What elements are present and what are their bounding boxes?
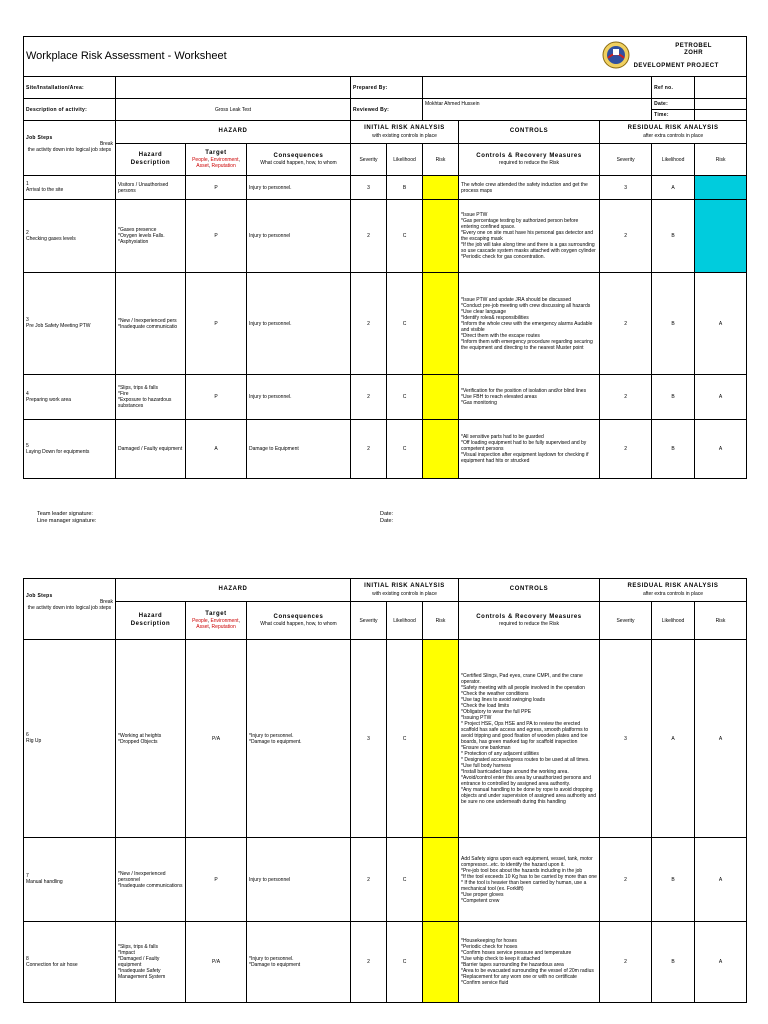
residual-risk-col-header-2: Risk xyxy=(695,602,747,640)
target-cell: P xyxy=(186,273,247,375)
residual-severity-cell: 2 xyxy=(600,922,652,1003)
company-logo-area xyxy=(600,37,747,77)
company-subname: ZOHR xyxy=(684,50,704,57)
line-manager-signature: Line manager signature: xyxy=(37,518,97,524)
severity-cell: 2 xyxy=(351,838,387,922)
controls-cell: *Housekeeping for hoses *Periodic check for hoses *Confirm hoses service pressure and temperature *Use whip check to keep it attached *Barrier tapes surrounding the hazardous area *Area to be evacuated surrounding the vessel of 20m radius *Replacement for any worn one or with no certificate *Confirm service fluid xyxy=(459,922,600,1003)
residual-severity-cell: 3 xyxy=(600,176,652,200)
residual-severity-cell: 2 xyxy=(600,273,652,375)
controls-cell: *Issue PTW *Gas percentage testing by authorized person before entering confined space. *Every one on site must have his personal gas detector and the escaping mask *If the job will take along time and there is a gas surrounding so use cascade system masks attached with oxygen cylinder *Periodic check for gas concentration. xyxy=(459,200,600,273)
residual-risk-col-header: Risk xyxy=(695,144,747,176)
residual-likelihood-header: Likelihood xyxy=(652,144,695,176)
hazard-description-cell: *New / Inexperienced personnel *Inadequate communications xyxy=(116,838,186,922)
step-label: Arrival to the site xyxy=(26,187,64,194)
step-label: Preparing work area xyxy=(26,396,72,403)
ref-value xyxy=(695,77,747,99)
step-label: Rig Up xyxy=(26,738,42,745)
residual-likelihood-cell: A xyxy=(652,176,695,200)
residual-risk-cell: A xyxy=(695,838,747,922)
step-number: 1 xyxy=(26,181,29,188)
table-row xyxy=(24,375,747,420)
hazard-description-cell: *New / Inexperienced pers *Inadequate communicatio xyxy=(116,273,186,375)
hazard-description-cell: *Gases presence *Oxygen levels Falls. *Asphyxiation xyxy=(116,200,186,273)
target-cell: P xyxy=(186,176,247,200)
controls-group-header-2: CONTROLS xyxy=(459,579,600,602)
likelihood-cell: C xyxy=(387,200,423,273)
controls-cell: *Issue PTW and update JRA should be discussed *Conduct pre-job meeting with crew discussing all hazards *Use clear language *Identify roles& responsibilities *Inform the whole crew with the emergency alarms Audable and visible *Direct them with the escape routes *Inform them with emergency procedure regarding securing the equipment and directing to the nearest Muster point xyxy=(459,273,600,375)
controls-cell: The whole crew attended the safety induction and get the process maps xyxy=(459,176,600,200)
severity-cell: 2 xyxy=(351,922,387,1003)
likelihood-header-2: Likelihood xyxy=(387,602,423,640)
hazard-description-cell: Visitors / Unauthorised persons xyxy=(116,176,186,200)
controls-cell: *Verification for the position of isolation and/or blind lines *Use FBH to reach elevated areas *Gas monitoring xyxy=(459,375,600,420)
controls-cell: *All sensitive parts had to be guarded *Off loading equipment had to be fully supervised and by competent persons *Visual inspection after equipment laydown for checking if equipment had hits or strucked xyxy=(459,420,600,479)
likelihood-cell: B xyxy=(387,176,423,200)
severity-header-2: Severity xyxy=(351,602,387,640)
consequences-header: Consequences What could happen, how, to whom xyxy=(247,144,351,176)
job-step-cell xyxy=(24,375,116,420)
risk-cell xyxy=(423,375,459,420)
prepared-by-value xyxy=(423,77,652,99)
consequences-cell: Injury to personnel. xyxy=(247,273,351,375)
risk-cell xyxy=(423,922,459,1003)
controls-header: Controls & Recovery Measures required to reduce the Risk xyxy=(459,144,600,176)
petrobel-logo-icon xyxy=(602,41,630,69)
job-steps-header-2: Job Steps Break the activity down into logical job steps xyxy=(24,579,116,640)
hazard-description-cell: *Slips, trips & falls *Impact *Damaged / Faulty equipment *Inadequate Safety Management System xyxy=(116,922,186,1003)
likelihood-cell: C xyxy=(387,838,423,922)
likelihood-cell: C xyxy=(387,640,423,838)
hazard-group-header: HAZARD xyxy=(116,121,351,144)
residual-risk-header: RESIDUAL RISK ANALYSIS after extra controls in place xyxy=(600,121,747,144)
likelihood-cell: C xyxy=(387,420,423,479)
residual-risk-cell: A xyxy=(695,273,747,375)
risk-header: Risk xyxy=(423,144,459,176)
severity-cell: 3 xyxy=(351,640,387,838)
job-step-cell xyxy=(24,273,116,375)
residual-severity-cell: 2 xyxy=(600,838,652,922)
risk-cell xyxy=(423,273,459,375)
site-value xyxy=(116,77,351,99)
residual-severity-header-2: Severity xyxy=(600,602,652,640)
job-steps-header: Job Steps Break the activity down into logical job steps xyxy=(24,121,116,176)
consequences-cell: *Injury to personnel. *Damage to equipment xyxy=(247,922,351,1003)
residual-risk-cell: A xyxy=(695,375,747,420)
table-row xyxy=(24,838,747,922)
job-step-cell xyxy=(24,176,116,200)
hazard-desc-header: Hazard Description xyxy=(116,144,186,176)
hazard-description-cell: *Working at heights *Dropped Objects xyxy=(116,640,186,838)
residual-risk-cell xyxy=(695,176,747,200)
controls-cell: Add Safety signs upon each equipment, vessel, tank, motor compressor...etc. to identify the hazard upon it. *Pre-job tool box about the hazards including in the job *If the tool exceeds 10 Kg has to be carried by more than one * If the tool is heavier than been carried by human, use a mechanical tool (ex. Forklift) *Use proper gloves *Competent crew xyxy=(459,838,600,922)
target-cell: P xyxy=(186,375,247,420)
job-step-cell xyxy=(24,200,116,273)
line-manager-date: Date: xyxy=(380,518,394,524)
table-row xyxy=(24,640,747,838)
risk-cell xyxy=(423,420,459,479)
prepared-by-label: Prepared By: xyxy=(351,77,423,99)
time-value xyxy=(695,110,747,121)
hazard-description-cell: *Slips, trips & falls *Fire *Exposure to hazardous substances xyxy=(116,375,186,420)
residual-severity-cell: 2 xyxy=(600,200,652,273)
step-number: 3 xyxy=(26,317,29,324)
residual-severity-cell: 2 xyxy=(600,375,652,420)
consequences-header-2: Consequences What could happen, how, to whom xyxy=(247,602,351,640)
residual-risk-cell: A xyxy=(695,640,747,838)
company-project: DEVELOPMENT PROJECT xyxy=(633,63,719,69)
risk-cell xyxy=(423,838,459,922)
table-row xyxy=(24,200,747,273)
residual-risk-header-2: RESIDUAL RISK ANALYSIS after extra controls in place xyxy=(600,579,747,602)
reviewed-by-value: Mokhtar Ahmed Hussein xyxy=(423,99,652,121)
severity-cell: 2 xyxy=(351,375,387,420)
job-step-cell xyxy=(24,420,116,479)
likelihood-cell: C xyxy=(387,273,423,375)
step-number: 2 xyxy=(26,229,29,236)
residual-likelihood-cell: B xyxy=(652,922,695,1003)
initial-risk-header: INITIAL RISK ANALYSIS with existing controls in place xyxy=(351,121,459,144)
risk-table-page1 xyxy=(23,36,747,479)
residual-severity-header: Severity xyxy=(600,144,652,176)
step-number: 6 xyxy=(26,732,29,739)
hazard-desc-header-2: Hazard Description xyxy=(116,602,186,640)
team-leader-signature: Team leader signature: xyxy=(37,511,93,517)
job-step-cell xyxy=(24,838,116,922)
residual-likelihood-cell: B xyxy=(652,375,695,420)
step-label: Connection for air hose xyxy=(26,961,78,968)
description-value: Gross Leak Test xyxy=(116,99,351,121)
step-label: Manual handling xyxy=(26,879,63,886)
risk-cell xyxy=(423,176,459,200)
likelihood-cell: C xyxy=(387,375,423,420)
likelihood-cell: C xyxy=(387,922,423,1003)
residual-likelihood-cell: B xyxy=(652,838,695,922)
severity-cell: 2 xyxy=(351,273,387,375)
step-number: 8 xyxy=(26,955,29,962)
residual-likelihood-cell: A xyxy=(652,640,695,838)
likelihood-header: Likelihood xyxy=(387,144,423,176)
residual-likelihood-header-2: Likelihood xyxy=(652,602,695,640)
risk-cell xyxy=(423,640,459,838)
consequences-cell: Injury to personnel. xyxy=(247,375,351,420)
target-cell: P/A xyxy=(186,640,247,838)
page-title: Workplace Risk Assessment - Worksheet xyxy=(24,37,600,77)
target-header-2: Target People, Environment, Asset, Reputation xyxy=(186,602,247,640)
residual-risk-cell xyxy=(695,200,747,273)
step-number: 4 xyxy=(26,390,29,397)
risk-header-2: Risk xyxy=(423,602,459,640)
target-header: Target People, Environment, Asset, Reputation xyxy=(186,144,247,176)
time-label: Time: xyxy=(652,110,695,121)
residual-severity-cell: 3 xyxy=(600,640,652,838)
target-cell: P/A xyxy=(186,922,247,1003)
reviewed-by-label: Reviewed By: xyxy=(351,99,423,121)
consequences-cell: *Injury to personnel. *Damage to equipment. xyxy=(247,640,351,838)
controls-group-header: CONTROLS xyxy=(459,121,600,144)
table-row xyxy=(24,273,747,375)
table-row xyxy=(24,922,747,1003)
job-step-cell xyxy=(24,640,116,838)
hazard-description-cell: Damaged / Faulty equipment xyxy=(116,420,186,479)
table-row xyxy=(24,176,747,200)
consequences-cell: Damage to Equipment xyxy=(247,420,351,479)
step-label: Checking gases levels xyxy=(26,235,76,242)
team-leader-date: Date: xyxy=(380,511,394,517)
ref-label: Ref no. xyxy=(652,77,695,99)
date-label: Date: xyxy=(652,99,695,110)
target-cell: A xyxy=(186,420,247,479)
target-cell: P xyxy=(186,838,247,922)
initial-risk-header-2: INITIAL RISK ANALYSIS with existing controls in place xyxy=(351,579,459,602)
residual-likelihood-cell: B xyxy=(652,273,695,375)
consequences-cell: Injury to personnel. xyxy=(247,176,351,200)
severity-cell: 3 xyxy=(351,176,387,200)
description-label: Description of activity: xyxy=(24,99,116,121)
risk-table-page2 xyxy=(23,578,747,1003)
severity-cell: 2 xyxy=(351,420,387,479)
step-label: Pre Job Safety Meeting PTW xyxy=(26,323,91,330)
table-row xyxy=(24,420,747,479)
residual-severity-cell: 2 xyxy=(600,420,652,479)
consequences-cell: Injury to personnel xyxy=(247,200,351,273)
date-value xyxy=(695,99,747,110)
severity-header: Severity xyxy=(351,144,387,176)
step-label: Laying Down for equipments xyxy=(26,448,90,455)
controls-header-2: Controls & Recovery Measures required to reduce the Risk xyxy=(459,602,600,640)
residual-likelihood-cell: B xyxy=(652,420,695,479)
job-step-cell xyxy=(24,922,116,1003)
site-label: Site/Installation/Area: xyxy=(24,77,116,99)
residual-likelihood-cell: B xyxy=(652,200,695,273)
residual-risk-cell: A xyxy=(695,922,747,1003)
risk-cell xyxy=(423,200,459,273)
company-name: PETROBEL xyxy=(675,43,712,49)
hazard-group-header-2: HAZARD xyxy=(116,579,351,602)
step-number: 5 xyxy=(26,442,29,449)
consequences-cell: Injury to personnel xyxy=(247,838,351,922)
residual-risk-cell: A xyxy=(695,420,747,479)
step-number: 7 xyxy=(26,873,29,880)
severity-cell: 2 xyxy=(351,200,387,273)
controls-cell: *Certified Slings, Pad eyes, crane CMPI, and the crane operator. *Safety meeting with all people involved in the operation *Check the weather conditions *Use tag lines to avoid swinging loads *Check the load limits *Obligatory to wear the full PPE *Issuing PTW * Project HSE, Ops HSE and PA to review the erected scaffold has safe access and egress, smooth platforms to avoid tripping and good fixation of wooden plates and toe boards, has green marked tag for scaffold inspection *Ensure one bankman * Protection of any adjacent utilities * Designated access/egress routes to be used at all times. *Use full body harness *Install barricaded tape around the working area. *Avoid/control enter this area by unauthorized persons and entrance to controlled by assigned area authority. *Any manual handling to be done by rope to avoid dropping objects and under supervision of assigned area authority and be sure no one underneath during this handling xyxy=(459,640,600,838)
target-cell: P xyxy=(186,200,247,273)
